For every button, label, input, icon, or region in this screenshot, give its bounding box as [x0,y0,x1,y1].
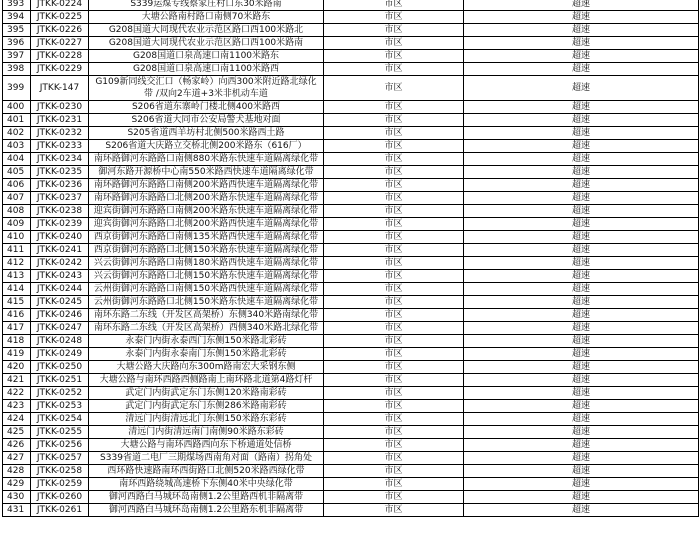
violation-type-cell: 超速 [464,63,699,76]
row-number-cell: 411 [3,244,31,257]
location-cell: 御河东路开源桥中心南550米路西快速车道隔离绿化带 [89,166,324,179]
row-number-cell: 421 [3,374,31,387]
device-code-cell: JTKK-0259 [31,478,89,491]
violation-type-cell: 超速 [464,50,699,63]
violation-type-cell: 超速 [464,218,699,231]
violation-type-cell: 超速 [464,0,699,11]
device-code-cell: JTKK-0245 [31,296,89,309]
violation-type-cell: 超速 [464,283,699,296]
area-cell: 市区 [324,413,464,426]
area-cell: 市区 [324,374,464,387]
table-row [3,478,699,491]
device-code-cell: JTKK-0246 [31,309,89,322]
location-cell: 云州街御河东路路口北侧150米路东快速车道隔离绿化带 [89,296,324,309]
table-row [3,50,699,63]
device-code-cell: JTKK-0248 [31,335,89,348]
violation-type-cell: 超速 [464,166,699,179]
table-row [3,504,699,517]
table-row [3,114,699,127]
area-cell: 市区 [324,400,464,413]
violation-type-cell: 超速 [464,413,699,426]
location-cell: S206省道东寨岭门楼北侧400米路西 [89,101,324,114]
row-number-cell: 415 [3,296,31,309]
location-cell: 大塘公路与南环西路西侧路南上南环路北道第4路灯杆 [89,374,324,387]
table-row [3,296,699,309]
table-row [3,76,699,101]
area-cell: 市区 [324,335,464,348]
location-cell: S339省道二电厂三期煤场西南角对面（路南）拐角处 [89,452,324,465]
device-code-cell: JTKK-0233 [31,140,89,153]
device-code-cell: JTKK-0247 [31,322,89,335]
table-row [3,452,699,465]
row-number-cell: 403 [3,140,31,153]
row-number-cell: 409 [3,218,31,231]
table-row [3,465,699,478]
device-code-cell: JTKK-0234 [31,153,89,166]
device-code-cell: JTKK-0254 [31,413,89,426]
area-cell: 市区 [324,231,464,244]
table-row [3,24,699,37]
location-cell: 南环路御河东路路口南侧200米路西快速车道隔离绿化带 [89,179,324,192]
area-cell: 市区 [324,76,464,101]
location-cell: 南环路御河东路路口南侧880米路东快速车道隔离绿化带 [89,153,324,166]
table-row [3,218,699,231]
violation-type-cell: 超速 [464,114,699,127]
violation-type-cell: 超速 [464,257,699,270]
row-number-cell: 420 [3,361,31,374]
location-cell: 兴云街御河东路路口北侧150米路东快速车道隔离绿化带 [89,270,324,283]
area-cell: 市区 [324,205,464,218]
device-code-cell: JTKK-0231 [31,114,89,127]
location-cell: 武定门内街武定东门东侧286米路南彩砖 [89,400,324,413]
row-number-cell: 406 [3,179,31,192]
location-cell: 南环东路二东线（开发区高架桥）东侧340米路南绿化带 [89,309,324,322]
location-cell: G208国道大同现代农业示范区路口西100米路北 [89,24,324,37]
device-code-cell: JTKK-0239 [31,218,89,231]
area-cell: 市区 [324,504,464,517]
area-cell: 市区 [324,0,464,11]
device-code-cell: JTKK-0260 [31,491,89,504]
device-code-cell: JTKK-0255 [31,426,89,439]
location-cell: 迎宾街御河东路路口南侧200米路东快速车道隔离绿化带 [89,205,324,218]
area-cell: 市区 [324,179,464,192]
area-cell: 市区 [324,114,464,127]
table-row [3,257,699,270]
violation-type-cell: 超速 [464,153,699,166]
table-row [3,153,699,166]
table-row [3,11,699,24]
location-cell: 云州街御河东路路口南侧150米路西快速车道隔离绿化带 [89,283,324,296]
row-number-cell: 395 [3,24,31,37]
device-code-cell: JTKK-0227 [31,37,89,50]
row-number-cell: 431 [3,504,31,517]
location-cell: G208国道口泉高速口南1100米路东 [89,50,324,63]
area-cell: 市区 [324,309,464,322]
device-code-cell: JTKK-0241 [31,244,89,257]
table-row [3,400,699,413]
area-cell: 市区 [324,153,464,166]
area-cell: 市区 [324,296,464,309]
location-cell: 武定门内街武定东门东侧120米路南彩砖 [89,387,324,400]
table-row [3,231,699,244]
violation-type-cell: 超速 [464,387,699,400]
area-cell: 市区 [324,348,464,361]
row-number-cell: 402 [3,127,31,140]
violation-type-cell: 超速 [464,452,699,465]
row-number-cell: 399 [3,76,31,101]
location-cell: 西京街御河东路路口南侧135米路西快速车道隔离绿化带 [89,231,324,244]
violation-type-cell: 超速 [464,400,699,413]
violation-type-cell: 超速 [464,335,699,348]
device-code-cell: JTKK-0232 [31,127,89,140]
device-code-cell: JTKK-0236 [31,179,89,192]
area-cell: 市区 [324,322,464,335]
device-code-cell: JTKK-0249 [31,348,89,361]
table-row [3,387,699,400]
violation-type-cell: 超速 [464,491,699,504]
device-code-cell: JTKK-0230 [31,101,89,114]
device-code-cell: JTKK-0242 [31,257,89,270]
device-code-cell: JTKK-0240 [31,231,89,244]
violation-type-cell: 超速 [464,76,699,101]
area-cell: 市区 [324,452,464,465]
location-cell: 清远门内街清远北门东侧150米路东彩砖 [89,413,324,426]
device-code-cell: JTKK-0238 [31,205,89,218]
table-row [3,270,699,283]
row-number-cell: 425 [3,426,31,439]
area-cell: 市区 [324,270,464,283]
table-row [3,63,699,76]
area-cell: 市区 [324,11,464,24]
table-row [3,361,699,374]
location-cell: S339运煤专线蔡家庄村口东30米路南 [89,0,324,11]
table-row [3,192,699,205]
row-number-cell: 416 [3,309,31,322]
row-number-cell: 424 [3,413,31,426]
row-number-cell: 413 [3,270,31,283]
location-cell: 西环路快速路南环西街路口北侧520米路西绿化带 [89,465,324,478]
table-row [3,322,699,335]
area-cell: 市区 [324,387,464,400]
table-row [3,491,699,504]
table-row [3,426,699,439]
row-number-cell: 404 [3,153,31,166]
table-row [3,283,699,296]
camera-list-table [2,0,699,517]
table-row [3,244,699,257]
area-cell: 市区 [324,244,464,257]
violation-type-cell: 超速 [464,374,699,387]
area-cell: 市区 [324,361,464,374]
device-code-cell: JTKK-0250 [31,361,89,374]
row-number-cell: 412 [3,257,31,270]
table-row [3,374,699,387]
violation-type-cell: 超速 [464,296,699,309]
location-cell: 清远门内街清远南门南侧90米路东彩砖 [89,426,324,439]
location-cell: 南环西路绕城高速桥下东侧40米中央绿化带 [89,478,324,491]
area-cell: 市区 [324,218,464,231]
device-code-cell: JTKK-0256 [31,439,89,452]
violation-type-cell: 超速 [464,309,699,322]
area-cell: 市区 [324,127,464,140]
row-number-cell: 400 [3,101,31,114]
location-cell: 大塘公路大庆路向东300m路南宏大采钢东侧 [89,361,324,374]
area-cell: 市区 [324,491,464,504]
location-cell: G109新同线交汇口（畅家岭）向西300米附近路北绿化带 /双向2车道+3米非机动车道 [89,76,324,101]
violation-type-cell: 超速 [464,504,699,517]
device-code-cell: JTKK-0224 [31,0,89,11]
area-cell: 市区 [324,478,464,491]
violation-type-cell: 超速 [464,24,699,37]
area-cell: 市区 [324,166,464,179]
violation-type-cell: 超速 [464,244,699,257]
device-code-cell: JTKK-0253 [31,400,89,413]
violation-type-cell: 超速 [464,270,699,283]
location-cell: 御河西路白马城环岛南侧1.2公里路东机非隔离带 [89,504,324,517]
device-code-cell: JTKK-0228 [31,50,89,63]
row-number-cell: 429 [3,478,31,491]
violation-type-cell: 超速 [464,101,699,114]
violation-type-cell: 超速 [464,205,699,218]
table-row [3,166,699,179]
location-cell: 永泰门内街永泰南门东侧150米路北彩砖 [89,348,324,361]
row-number-cell: 423 [3,400,31,413]
table-row [3,179,699,192]
device-code-cell: JTKK-0252 [31,387,89,400]
violation-type-cell: 超速 [464,361,699,374]
row-number-cell: 405 [3,166,31,179]
device-code-cell: JTKK-0261 [31,504,89,517]
area-cell: 市区 [324,140,464,153]
location-cell: S205省道西羊坊村北侧500米路西土路 [89,127,324,140]
row-number-cell: 414 [3,283,31,296]
location-cell: 兴云街御河东路路口南侧180米路西快速车道隔离绿化带 [89,257,324,270]
area-cell: 市区 [324,37,464,50]
violation-type-cell: 超速 [464,192,699,205]
row-number-cell: 418 [3,335,31,348]
row-number-cell: 428 [3,465,31,478]
area-cell: 市区 [324,24,464,37]
violation-type-cell: 超速 [464,426,699,439]
row-number-cell: 407 [3,192,31,205]
row-number-cell: 417 [3,322,31,335]
row-number-cell: 422 [3,387,31,400]
device-code-cell: JTKK-0225 [31,11,89,24]
table-row [3,127,699,140]
row-number-cell: 408 [3,205,31,218]
device-code-cell: JTKK-0244 [31,283,89,296]
row-number-cell: 396 [3,37,31,50]
row-number-cell: 397 [3,50,31,63]
area-cell: 市区 [324,426,464,439]
location-cell: G208国道口泉高速口南1100米路西 [89,63,324,76]
violation-type-cell: 超速 [464,465,699,478]
device-code-cell: JTKK-0237 [31,192,89,205]
location-cell: 迎宾街御河东路路口北侧200米路西快速车道隔离绿化带 [89,218,324,231]
area-cell: 市区 [324,439,464,452]
violation-type-cell: 超速 [464,37,699,50]
location-cell: 御河西路白马城环岛南侧1.2公里路西机非隔离带 [89,491,324,504]
violation-type-cell: 超速 [464,127,699,140]
location-cell: 南环路御河东路路口北侧200米路东快速车道隔离绿化带 [89,192,324,205]
violation-type-cell: 超速 [464,439,699,452]
row-number-cell: 426 [3,439,31,452]
table-row [3,439,699,452]
row-number-cell: 430 [3,491,31,504]
table-row [3,205,699,218]
violation-type-cell: 超速 [464,179,699,192]
row-number-cell: 398 [3,63,31,76]
row-number-cell: 410 [3,231,31,244]
table-row [3,309,699,322]
table-row [3,101,699,114]
table-row [3,37,699,50]
device-code-cell: JTKK-0258 [31,465,89,478]
row-number-cell: 394 [3,11,31,24]
row-number-cell: 419 [3,348,31,361]
table-row [3,335,699,348]
device-code-cell: JTKK-0257 [31,452,89,465]
location-cell: G208国道大同现代农业示范区路口西100米路南 [89,37,324,50]
device-code-cell: JTKK-0229 [31,63,89,76]
violation-type-cell: 超速 [464,11,699,24]
device-code-cell: JTKK-0226 [31,24,89,37]
location-cell: 西京街御河东路路口北侧150米路东快速车道隔离绿化带 [89,244,324,257]
area-cell: 市区 [324,50,464,63]
violation-type-cell: 超速 [464,478,699,491]
table-row [3,0,699,11]
row-number-cell: 427 [3,452,31,465]
area-cell: 市区 [324,192,464,205]
area-cell: 市区 [324,465,464,478]
device-code-cell: JTKK-0251 [31,374,89,387]
device-code-cell: JTKK-0235 [31,166,89,179]
location-cell: 南环东路二东线（开发区高架桥）西侧340米路北绿化带 [89,322,324,335]
row-number-cell: 393 [3,0,31,11]
violation-type-cell: 超速 [464,140,699,153]
location-cell: 大塘公路与南环西路西向东下桥通道处信桥 [89,439,324,452]
violation-type-cell: 超速 [464,322,699,335]
table-row [3,413,699,426]
area-cell: 市区 [324,101,464,114]
location-cell: 大塘公路南村路口南侧70米路东 [89,11,324,24]
location-cell: 永泰门内街永泰西门东侧150米路北彩砖 [89,335,324,348]
area-cell: 市区 [324,257,464,270]
table-row [3,140,699,153]
location-cell: S206省道大同市公安局警犬基地对面 [89,114,324,127]
table-row [3,348,699,361]
device-code-cell: JTKK-0243 [31,270,89,283]
device-code-cell: JTKK-147 [31,76,89,101]
row-number-cell: 401 [3,114,31,127]
violation-type-cell: 超速 [464,348,699,361]
violation-type-cell: 超速 [464,231,699,244]
area-cell: 市区 [324,63,464,76]
area-cell: 市区 [324,283,464,296]
location-cell: S206省道大庆路立交桥北侧200米路东（616厂） [89,140,324,153]
table-body [3,0,699,517]
